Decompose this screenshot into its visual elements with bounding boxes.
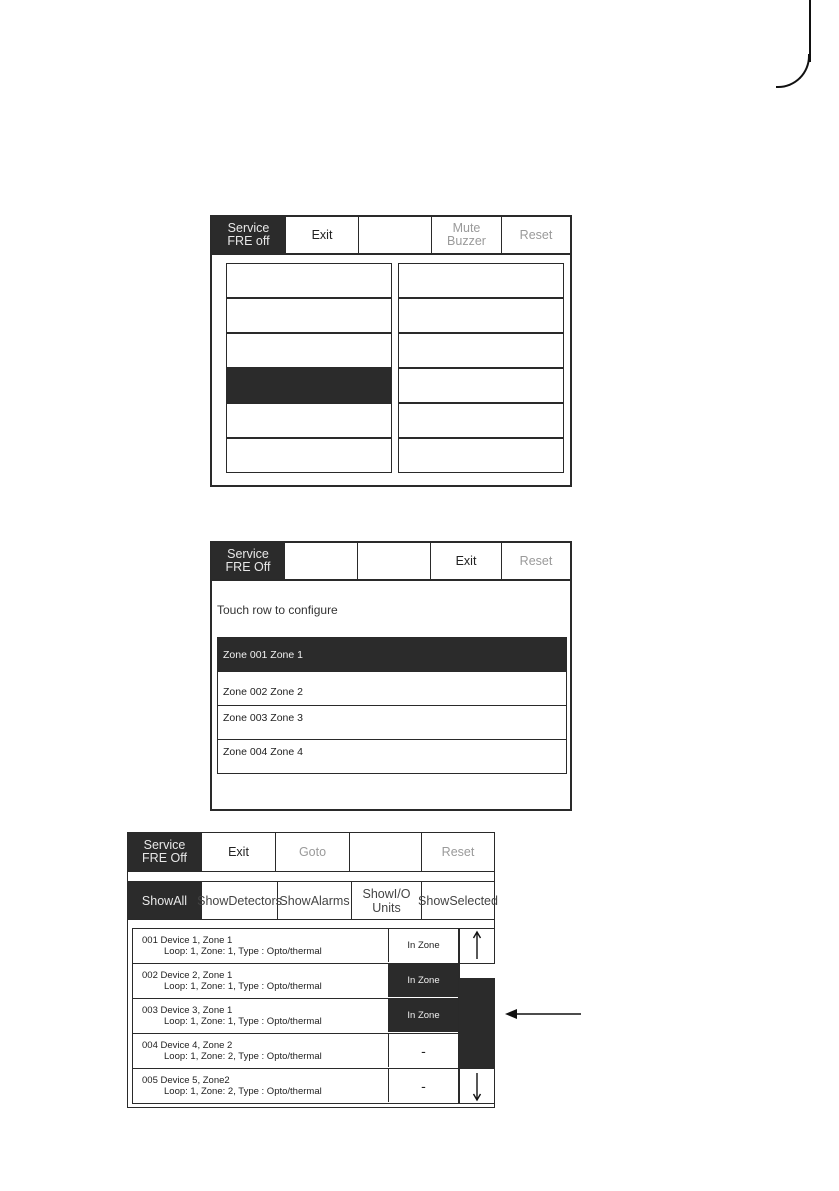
- filter-bar: [128, 881, 498, 920]
- exit-label: Exit: [228, 844, 249, 859]
- menu-button-left-3[interactable]: [226, 333, 392, 368]
- status-label: In Zone: [407, 940, 440, 951]
- mute-buzzer-button[interactable]: [432, 217, 502, 253]
- filter-label: Alarms: [310, 893, 350, 908]
- fre-status-label: FRE off: [227, 234, 270, 248]
- menu-button-left-1[interactable]: [226, 263, 392, 298]
- show-detectors-filter[interactable]: [197, 882, 282, 919]
- fre-status-label: FRE Off: [142, 851, 187, 865]
- zone-config-screen: [210, 541, 572, 811]
- device-title: 002 Device 2, Zone 1: [142, 970, 233, 981]
- device-details: Loop: 1, Zone: 1, Type : Opto/thermal: [164, 946, 322, 957]
- status-label: -: [421, 1077, 426, 1094]
- blank-header-button[interactable]: [350, 833, 422, 871]
- reset-label: Reset: [441, 844, 475, 859]
- goto-label: Goto: [298, 844, 327, 859]
- status-label: In Zone: [407, 1010, 440, 1021]
- show-io-units-filter[interactable]: [352, 882, 422, 919]
- filter-label: Show: [279, 893, 311, 908]
- exit-button[interactable]: [286, 217, 359, 253]
- blank-header-button-1[interactable]: [285, 543, 358, 579]
- menu-button-right-6[interactable]: [398, 438, 564, 473]
- service-label: Service: [143, 838, 186, 852]
- scroll-down-button[interactable]: [459, 1068, 495, 1104]
- menu-button-right-5[interactable]: [398, 403, 564, 438]
- device-title: 003 Device 3, Zone 1: [142, 1005, 233, 1016]
- service-status-button[interactable]: [212, 543, 285, 579]
- filter-label: Show: [362, 886, 394, 901]
- filter-label: Show: [418, 893, 450, 908]
- device-row[interactable]: [132, 1033, 459, 1069]
- device-row[interactable]: [132, 928, 459, 964]
- zone-row[interactable]: [218, 672, 566, 706]
- device-details: Loop: 1, Zone: 2, Type : Opto/thermal: [164, 1086, 322, 1097]
- filter-label: I/O Units: [372, 886, 411, 915]
- menu-button-right-1[interactable]: [398, 263, 564, 298]
- filter-label: Detectors: [228, 893, 282, 908]
- reset-label: Reset: [519, 553, 553, 568]
- arrow-down-icon: [471, 1069, 483, 1103]
- service-label: Service: [227, 547, 269, 561]
- zone-row-selected[interactable]: [218, 638, 566, 672]
- device-row[interactable]: [132, 963, 459, 999]
- device-title: 001 Device 1, Zone 1: [142, 935, 233, 946]
- touch-row-hint: Touch row to configure: [217, 603, 338, 617]
- menu-button-left-2[interactable]: [226, 298, 392, 333]
- service-status-button[interactable]: [212, 217, 286, 253]
- zone-row-label: Zone 003 Zone 3: [223, 712, 303, 724]
- zone-row-label: Zone 001 Zone 1: [223, 648, 303, 661]
- callout-arrow-icon: [503, 1004, 583, 1024]
- device-status: [388, 1034, 458, 1067]
- filter-label: Show: [141, 893, 174, 908]
- zone-row-label: Zone 004 Zone 4: [223, 746, 303, 758]
- service-label: Service: [227, 221, 270, 235]
- exit-label: Exit: [311, 227, 333, 242]
- device-details: Loop: 1, Zone: 2, Type : Opto/thermal: [164, 1051, 322, 1062]
- exit-label: Exit: [455, 553, 477, 568]
- exit-button[interactable]: [202, 833, 276, 871]
- service-status-button[interactable]: [128, 833, 202, 871]
- blank-header-button[interactable]: [359, 217, 432, 253]
- zone-row-label: Zone 002 Zone 2: [223, 685, 303, 698]
- menu-button-right-4[interactable]: [398, 368, 564, 403]
- filter-label: All: [173, 893, 188, 908]
- main-menu-header: [212, 217, 570, 255]
- reset-button[interactable]: [422, 833, 494, 871]
- device-status: [388, 964, 458, 997]
- device-list-header: [128, 833, 494, 872]
- reset-button[interactable]: [502, 217, 570, 253]
- menu-button-right-3[interactable]: [398, 333, 564, 368]
- fre-status-label: FRE Off: [225, 560, 271, 574]
- zone-row[interactable]: [218, 740, 566, 774]
- zone-list: [217, 637, 567, 774]
- device-details: Loop: 1, Zone: 1, Type : Opto/thermal: [164, 1016, 322, 1027]
- reset-button[interactable]: [502, 543, 570, 579]
- device-details: Loop: 1, Zone: 1, Type : Opto/thermal: [164, 981, 322, 992]
- device-title: 005 Device 5, Zone2: [142, 1075, 230, 1086]
- show-all-filter[interactable]: [128, 882, 202, 919]
- scrollbar-thumb[interactable]: [459, 978, 495, 1068]
- main-menu-screen: [210, 215, 572, 487]
- show-alarms-filter[interactable]: [278, 882, 352, 919]
- goto-button[interactable]: [276, 833, 350, 871]
- page-cut-curve: [776, 54, 810, 88]
- filter-label: Show: [197, 893, 229, 908]
- mute-label: Mute: [452, 221, 481, 235]
- zone-row[interactable]: [218, 706, 566, 740]
- arrow-up-icon: [471, 929, 483, 963]
- filter-label: Selected: [449, 893, 498, 908]
- device-status: [388, 1069, 458, 1102]
- menu-button-right-2[interactable]: [398, 298, 564, 333]
- zone-config-header: [212, 543, 570, 581]
- show-selected-filter[interactable]: [418, 882, 498, 919]
- status-label: In Zone: [407, 975, 440, 986]
- menu-button-left-5[interactable]: [226, 403, 392, 438]
- device-title: 004 Device 4, Zone 2: [142, 1040, 233, 1051]
- menu-button-left-6[interactable]: [226, 438, 392, 473]
- status-label: -: [421, 1042, 426, 1059]
- exit-button[interactable]: [431, 543, 502, 579]
- buzzer-label: Buzzer: [447, 234, 486, 248]
- device-row[interactable]: [132, 1068, 459, 1104]
- device-status: [388, 929, 458, 962]
- device-status: [388, 999, 458, 1032]
- blank-header-button-2[interactable]: [358, 543, 431, 579]
- device-row[interactable]: [132, 998, 459, 1034]
- reset-label: Reset: [519, 227, 553, 242]
- page-cut-line: [809, 0, 811, 62]
- menu-button-left-4-selected[interactable]: [226, 368, 392, 403]
- scroll-up-button[interactable]: [459, 928, 495, 964]
- device-list-screen: [127, 832, 498, 1108]
